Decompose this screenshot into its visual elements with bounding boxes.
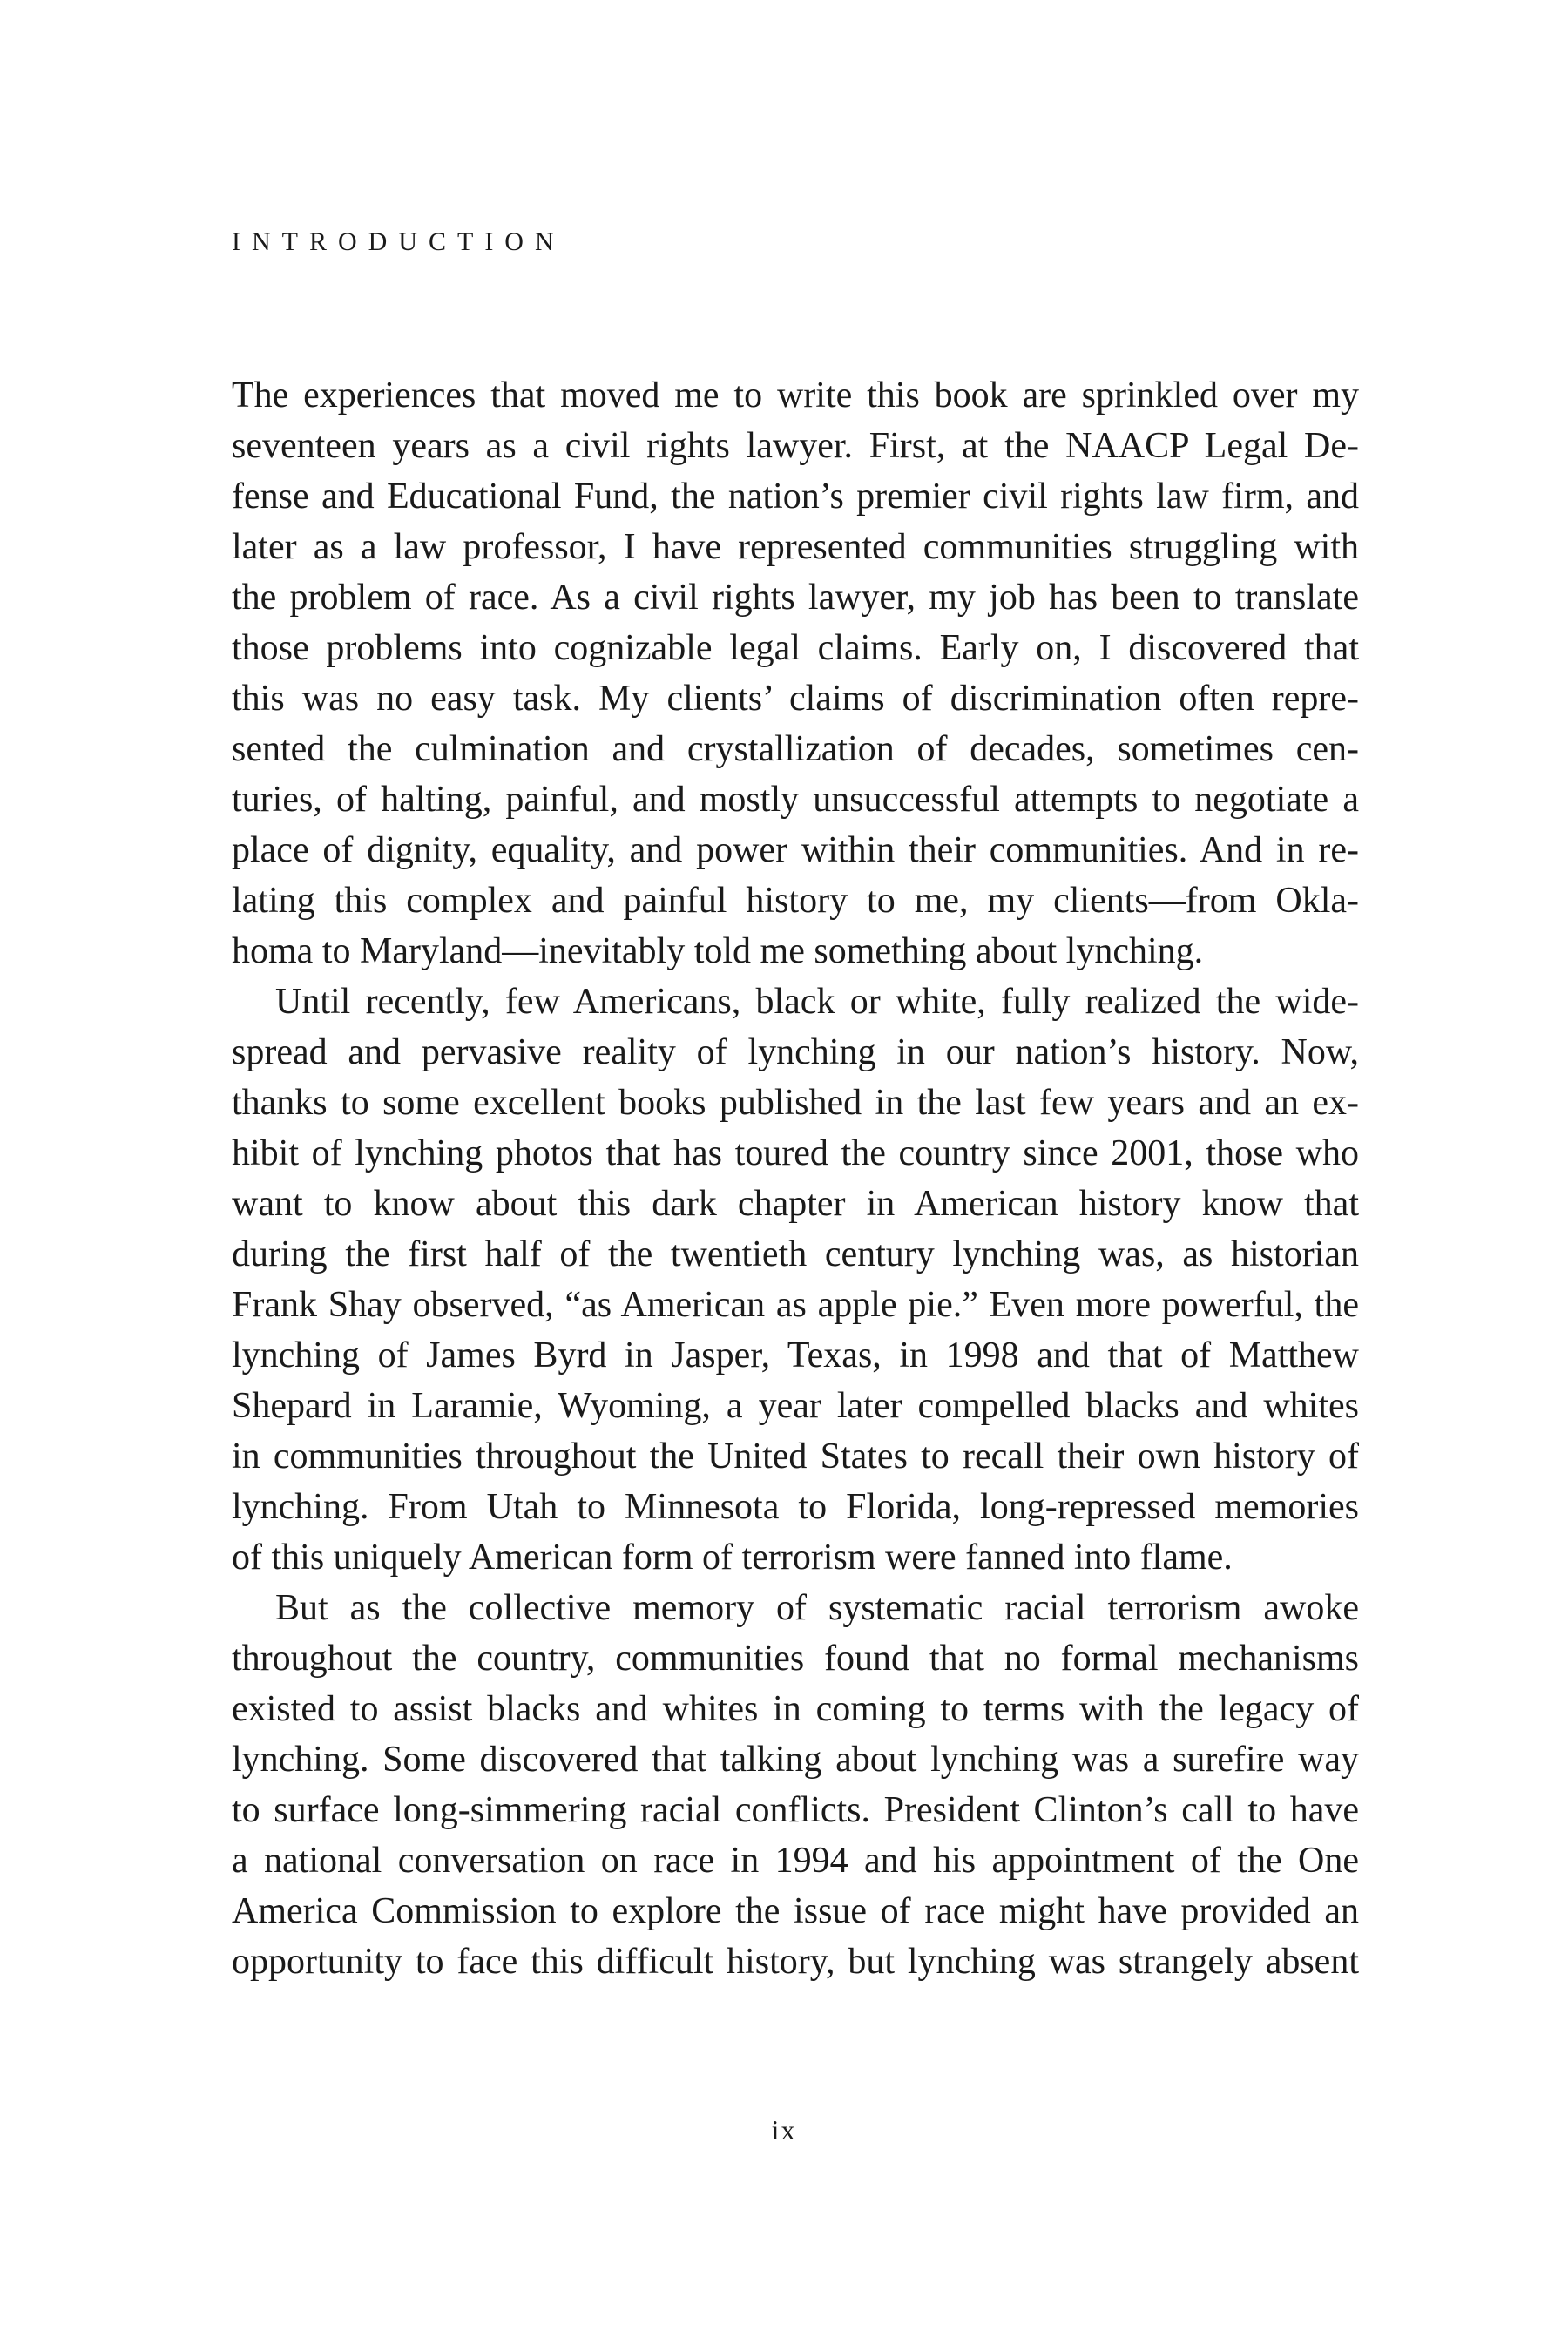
paragraph-2 xyxy=(232,977,1359,1583)
body-text xyxy=(232,370,1359,1987)
text-line: place of dignity, equality, and power within their communities. And in re- xyxy=(232,830,1359,870)
text-line: seventeen years as a civil rights lawyer. First, at the NAACP Legal De- xyxy=(232,426,1359,466)
text-line: this was no easy task. My clients’ claims of discrimination often repre- xyxy=(232,679,1359,719)
text-line: spread and pervasive reality of lynching in our nation’s history. Now, xyxy=(232,1032,1359,1072)
text-line: homa to Maryland—inevitably told me something about lynching. xyxy=(232,931,1204,971)
text-line: lynching. Some discovered that talking about lynching was a surefire way xyxy=(232,1740,1359,1780)
page-number: ix xyxy=(771,2114,797,2146)
text-line: turies, of halting, painful, and mostly unsuccessful attempts to negotiate a xyxy=(232,780,1359,820)
text-line: But as the collective memory of systematic racial terrorism awoke xyxy=(275,1588,1359,1628)
text-line: lynching. From Utah to Minnesota to Florida, long-repressed memories xyxy=(232,1487,1359,1527)
text-line: want to know about this dark chapter in American history know that xyxy=(232,1184,1359,1224)
text-line: a national conversation on race in 1994 and his appointment of the One xyxy=(232,1841,1359,1881)
text-line: to surface long-simmering racial conflicts. President Clinton’s call to have xyxy=(232,1790,1359,1830)
paragraph-1 xyxy=(232,370,1359,977)
text-line: The experiences that moved me to write this book are sprinkled over my xyxy=(232,375,1359,416)
text-line: thanks to some excellent books published in the last few years and an ex- xyxy=(232,1083,1359,1123)
text-line: Shepard in Laramie, Wyoming, a year later compelled blacks and whites xyxy=(232,1386,1359,1426)
text-line: those problems into cognizable legal claims. Early on, I discovered that xyxy=(232,628,1359,668)
text-line: throughout the country, communities found that no formal mechanisms xyxy=(232,1639,1359,1679)
text-line: opportunity to face this difficult history, but lynching was strangely absent xyxy=(232,1942,1359,1982)
text-line: lating this complex and painful history to me, my clients—from Okla- xyxy=(232,881,1359,921)
running-heading: INTRODUCTION xyxy=(232,227,565,256)
text-line: Until recently, few Americans, black or white, fully realized the wide- xyxy=(275,982,1359,1022)
text-line: hibit of lynching photos that has toured the country since 2001, those who xyxy=(232,1133,1359,1173)
text-line: of this uniquely American form of terrorism were fanned into flame. xyxy=(232,1538,1233,1578)
text-line: Frank Shay observed, “as American as apple pie.” Even more powerful, the xyxy=(232,1285,1359,1325)
text-line: during the first half of the twentieth century lynching was, as historian xyxy=(232,1234,1359,1274)
text-line: existed to assist blacks and whites in coming to terms with the legacy of xyxy=(232,1689,1359,1729)
text-line: later as a law professor, I have represented communities struggling with xyxy=(232,527,1359,567)
text-line: sented the culmination and crystallization of decades, sometimes cen- xyxy=(232,729,1359,769)
paragraph-3 xyxy=(232,1583,1359,1987)
text-line: the problem of race. As a civil rights lawyer, my job has been to translate xyxy=(232,578,1359,618)
text-line: lynching of James Byrd in Jasper, Texas, in 1998 and that of Matthew xyxy=(232,1335,1359,1375)
text-line: fense and Educational Fund, the nation’s premier civil rights law firm, and xyxy=(232,476,1359,517)
text-line: America Commission to explore the issue of race might have provided an xyxy=(232,1891,1359,1931)
text-line: in communities throughout the United States to recall their own history of xyxy=(232,1436,1359,1477)
